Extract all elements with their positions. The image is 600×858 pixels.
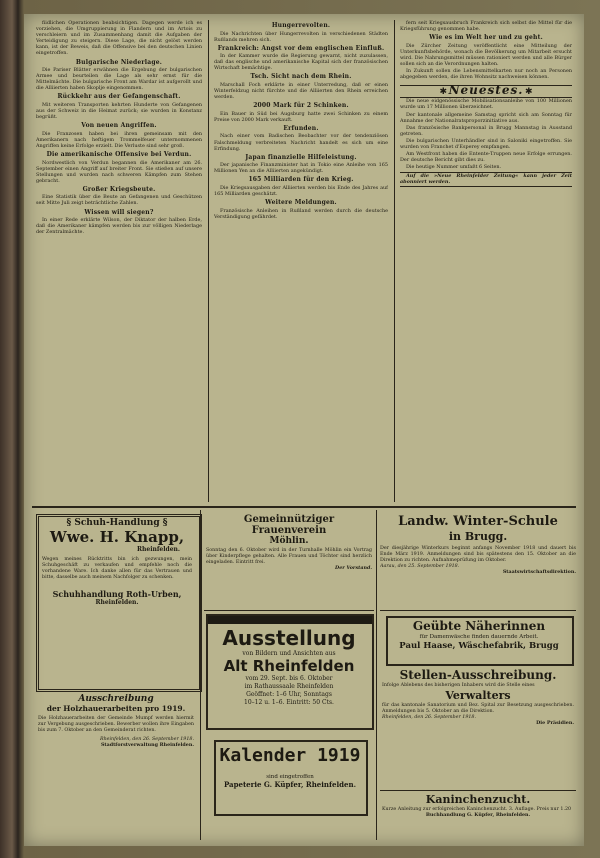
ad-knapp-firm-place: Rheinfelden. [95,598,139,606]
column-1 [36,20,202,504]
ad-stellen-role: Verwalters [445,688,511,702]
article-heading: Wissen will siegen? [84,208,154,216]
ad-ausstellung-venue: im Rathaussaale Rheinfelden [244,683,334,690]
news-item: Am Westfront haben die Entente-Truppen neue Erfolge errungen. Der deutsche Bericht gibt dies zu. [400,151,572,164]
newspaper-page [24,14,584,846]
article-text: Ein Bauer in Süd bei Augsburg hatte zwei Schinken zu einem Preise von 2000 Mark verkauft. [214,110,388,123]
ad-naeherinnen-sub: für Damenwäsche finden dauernde Arbeit. [419,634,539,640]
ad-knapp-title-text: Schuh-Handlung [74,518,160,528]
ad-winterschule-body: Der diesjährige Winterkurs beginnt anfangs November 1918 und dauert bis Ende März 1919. Anmeldungen sind bis spätestens den 15. Oktober an die Direktion zu richten. Aufnahmeprüfung im Oktober. [380,546,576,563]
article-text: Marschall Foch erklärte in einer Unterredung, daß er einen Winterfeldzug nicht fürchte und die Alliierten den Rhein erreichen werden. [214,81,388,101]
news-item: Das französische Bankpersonal in Brugg Mannstag in Ausstand getreten. [400,124,572,137]
article-text: Die Franzosen haben bei ihren gemeinsam mit den Amerikanern nach heftigem Trommelfeuer unternommenen Angriffen keine Erfolge erzielt. Die Verluste sind sehr groß. [36,130,202,149]
article-heading: Die amerikanische Offensive bei Verdun. [46,151,192,158]
ornament-icon: § [66,518,72,528]
ad-ausstellung-main: Alt Rheinfelden [223,657,355,675]
news-item: Die neue eidgenössische Mobilisationsanleihe von 100 Millionen wurde um 17 Millionen überzeichnet. [400,98,572,111]
ad-holzhauer-date: Rheinfelden, den 26. September 1918. [99,736,194,742]
ad-holzhauer-subtitle: der Holzhauerarbeiten pro 1919. [46,704,186,713]
ad-ausstellung-sub: von Bildern und Ansichten aus [242,650,336,657]
article-heading: 2000 Mark für 2 Schinken. [253,102,349,110]
ad-ausstellung-hours2: 10–12 u. 1–6. Eintritt: 50 Cts. [244,699,334,706]
article-text: fiidlichen Operationen beabsichtigen. Dagegen werde ich es vorziehen, die Umgruppierung in Flandern und im Artois zu verschleiern und im Zusammenhang damit die Aufgaben der Verteidigung zu steigern. Diese Lage, die nicht gelöst werden kann, ist der Beweis, daß die Offensive bei den deutschen Linien eingetroffen. [36,20,202,57]
ad-kaninchen-title: Kaninchenzucht. [425,793,531,806]
ad-knapp-name: Wwe. H. Knapp, [49,528,185,546]
ad-holzhauer-body: Die Holzhauerarbeiten der Gemeinde Mumpf werden hiermit zur Vergebung ausgeschrieben. Bewerber wollen ihre Eingaben bis zum 7. Oktober an den Gemeinderat richten. [38,716,194,733]
article-text: In der Kammer wurde die Regierung gewarnt, nicht zuzulassen, daß das englische und amerikanische Kapital sich der französischen Wirtschaft bemächtige. [214,53,388,72]
column-rule [376,510,377,840]
article-text: Eine Statistik über die Beute an Gefangenen und Geschützen seit Mitte Juli zeigt beträchtliche Zahlen. [36,194,202,207]
ad-knapp-content [42,518,192,684]
ad-holzhauer-title: Ausschreibung [78,694,154,704]
ad-knapp-title [42,518,192,528]
article-heading: Weitere Meldungen. [265,199,337,207]
ad-kaninchen-body: Kurze Anleitung zur erfolgreichen Kaninchenzucht. 3. Auflage. Preis nur 1.20 [382,807,572,812]
ad-ausstellung-dates: vom 29. Sept. bis 6. Oktober [245,675,333,682]
article-text: In Zukunft sollen die Lebensmittelkarten nur noch an Personen abgegeben werden, die ihren Wohnsitz nachweisen können. [400,68,572,81]
article-text: Nach einer vom Badischen Beobachter vor der tendenziösen Falschmeldung verbreiteten Nachricht handelt es sich um eine Erfindung. [214,133,388,152]
article-text: Die Zürcher Zeitung veröffentlicht eine Mitteilung der Unterkunftsbehörde, wonach die Bevölkerung um Mitarbeit ersucht wird. Die Nahrungsmittel müssen rationiert werden und alle Bürger sollen sich an die Verordnungen halten. [400,42,572,67]
article-heading: Wie es im Welt her und zu geht. [429,34,543,42]
neuestes-heading: Neuestes. [448,83,524,98]
ad-frauenverein [206,514,372,606]
ad-kaninchen-shop: Buchhandlung G. Küpfer, Rheinfelden. [425,811,531,818]
ad-stellen-sign: Die Präsidien. [536,719,574,726]
ad-frauenverein-title: Gemeinnütziger Frauenverein [243,514,335,536]
article-heading: Frankreich: Angst vor dem englischen Einfluß. [217,44,385,52]
ad-ausstellung-content [208,626,370,724]
ad-holzhauer [38,694,194,840]
ad-kalender-content [216,744,364,810]
article-text: Mit weiteren Transporten kehrten Hunderte von Gefangenen aus der Schweiz in die Heimat zurück; sie wurden in Konstanz begrüßt. [36,101,202,121]
ad-naeherinnen-title: Geübte Näherinnen [412,619,546,633]
star-icon: ✱ [524,87,533,98]
article-text: Nordwestlich von Verdun begannen die Amerikaner am 26. September einen Angriff auf breiter Front. Sie stießen auf unsere Stellungen und wurden nach schweren Kämpfen zum Stehen gebracht. [36,159,202,184]
article-text: Die Kriegsausgaben der Alliierten werden bis Ende des Jahres auf 165 Milliarden geschätzt. [214,184,388,197]
article-heading: Hungerrevolten. [271,22,331,29]
article-text: In einer Rede erklärte Wilson, der Diktator der halben Erde, daß die Amerikaner kämpfen werden bis zur völligen Niederlage der Zentralmächte. [36,217,202,236]
ad-ausstellung-hours: Geöffnet: 1–6 Uhr, Sonntags [246,691,332,698]
ad-winterschule-title: Landw. Winter-Schule [398,514,558,529]
ad-kalender-sub: sind eingetroffen [266,774,314,780]
star-icon: ✱ [439,87,448,98]
section-rule [32,506,576,508]
ad-winterschule-sign: Staatswirtschaftsdirektion. [502,568,576,575]
article-text: fern seit Kriegsausbruch Frankreich sich selbst die Mittel für die Kriegsführung genommen habe. [400,20,572,33]
column-2 [214,20,388,504]
article-heading: Rückkehr aus der Gefangenschaft. [57,93,181,101]
column-rule [208,20,209,502]
news-item: Die bulgarischen Unterhändler sind in Saloniki eingetroffen. Sie wurden von Franchet d'Esperey empfangen. [400,137,572,150]
ornament-icon: § [162,518,168,528]
article-text: Französische Anleihen in Rußland werden durch die deutsche Verständigung gefährdet. [214,207,388,220]
news-item: Die heutige Nummer umfaßt 6 Seiten. [406,164,502,171]
ad-ausstellung-title: Ausstellung [222,626,356,650]
article-heading: Großer Kriegsbeute. [82,185,156,193]
ad-ausstellung-bar [208,616,372,624]
ad-kaninchen [382,793,574,841]
ad-kalender-shop: Papeterie G. Küpfer, Rheinfelden. [223,780,357,789]
ad-frauenverein-body: Sonntag den 6. Oktober wird in der Turnhalle Möhlin ein Vortrag über Kinderpflege gehalten. Alle Frauen und Töchter sind herzlich eingeladen. Eintritt frei. [206,548,372,565]
article-heading: 165 Milliarden für den Krieg. [248,176,354,184]
column-rule [394,20,395,502]
ad-frauenverein-sign: Der Vorstand. [335,564,372,571]
ad-naeherinnen-content [388,619,570,661]
article-heading: Bulgarische Niederlage. [75,58,163,66]
ad-kalender-title: Kalender 1919 [219,745,361,766]
article-heading: Japan finanzielle Hilfeleistung. [245,153,357,161]
divider [380,610,576,611]
news-item: Der kantonale allgemeine Samstag spricht sich am Sonntag für Annahme der Nationalratsproporzinitiative aus. [400,111,572,124]
ad-winterschule-date: Aarau, den 25. September 1918. [380,563,460,569]
article-text: Die Nachrichten über Hungerrevolten in verschiedenen Städten Rußlands mehren sich. [214,30,388,43]
article-text: Die Pariser Blätter erwähnen die Ergebung der bulgarischen Armee und beurteilen die Lage als sehr ernst für die Mittelmächte. Die bulgarische Front am Wardar ist aufgerollt und die Alliierten haben Skoplje eingenommen. [36,67,202,92]
ad-knapp-body: Wegen meines Rücktritts bin ich gezwungen, mein Schuhgeschäft zu verkaufen und empfehle noch die vorhandene Ware. Ich danke allen für das Vertrauen und bitte, dasselbe auch meinem Nachfolger zu schenken. [42,557,192,580]
ad-stellen-detail: für das kantonale Sanatorium und Bez. Spital zur Besetzung ausgeschrieben. Anmeldungen bis 5. Oktober an die Direktion. [382,702,574,714]
article-heading: Tsch. Sicht nach dem Rhein. [250,73,352,81]
ad-holzhauer-sign: Stadtforstverwaltung Rheinfelden. [100,741,194,748]
ad-stellen [382,668,574,788]
ad-knapp-place: Rheinfelden. [137,546,180,553]
ad-frauenverein-place: Möhlin. [269,536,309,546]
ad-stellen-body: Infolge Ablebens des bisherigen Inhabers wird die Stelle eines [382,683,535,688]
ad-stellen-title: Stellen-Ausschreibung. [399,668,557,682]
article-heading: Erfunden. [283,124,319,132]
ad-winterschule [380,514,576,606]
ad-naeherinnen-firm: Paul Haase, Wäschefabrik, Brugg [399,641,559,651]
ad-winterschule-place: in Brugg. [448,530,508,543]
subscription-note: Auf die »Neue Rheinfelder Zeitung« kann jeder Zeit abonniert werden. [400,173,572,186]
ad-knapp-firm: Schuhhandlung Roth-Urben, [52,588,182,599]
ad-stellen-date: Rheinfelden, den 26. September 1918. [382,714,477,720]
divider [380,790,576,791]
neuestes-banner [400,85,572,98]
column-3 [400,20,572,504]
article-heading: Von neuen Angriffen. [81,122,157,130]
divider [204,610,374,611]
article-text: Der japanische Finanzminister hat in Tokio eine Anleihe von 165 Millionen Yen an die Alliierten angekündigt. [214,162,388,175]
